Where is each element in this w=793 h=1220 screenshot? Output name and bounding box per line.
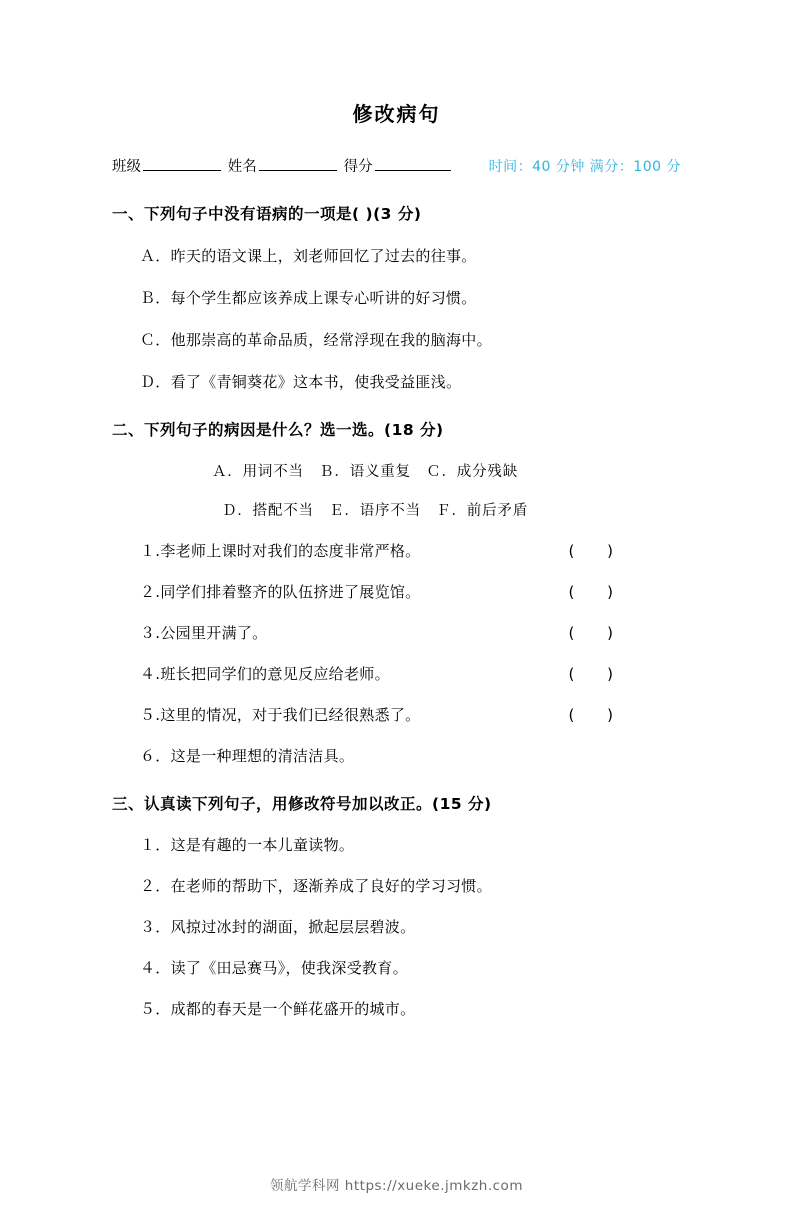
exam-meta: 时间：40 分钟 满分：100 分: [488, 159, 681, 175]
section-1-option-a: Ａ．昨天的语文课上，刘老师回忆了过去的往事。: [140, 247, 477, 265]
section-2-item-3-answer[interactable]: ( ): [568, 624, 627, 642]
section-2-item-4-answer[interactable]: ( ): [568, 665, 627, 683]
class-field: [112, 155, 225, 176]
section-1-option-d: Ｄ．看了《青铜葵花》这本书，使我受益匪浅。: [140, 373, 462, 391]
section-2-item-1: [140, 540, 681, 561]
section-2-item-4-text: ４.班长把同学们的意见反应给老师。: [140, 665, 390, 683]
section-1-option-c: Ｃ．他那崇高的革命品质，经常浮现在我的脑海中。: [140, 331, 492, 349]
section-3-item-2: ２．在老师的帮助下，逐渐养成了良好的学习习惯。: [140, 877, 492, 895]
section-2-item-1-answer[interactable]: ( ): [568, 542, 627, 560]
section-2-option-row-1: Ａ．用词不当 Ｂ．语义重复 Ｃ．成分残缺: [212, 464, 518, 480]
section-1-option-b: Ｂ．每个学生都应该养成上课专心听讲的好习惯。: [140, 289, 477, 307]
section-2-item-6: ６．这是一种理想的清洁洁具。: [140, 747, 355, 765]
section-2-item-1-text: １.李老师上课时对我们的态度非常严格。: [140, 542, 421, 560]
page-title: 修改病句: [352, 102, 441, 126]
section-1-heading: 一、下列句子中没有语病的一项是( )(3 分): [112, 205, 422, 223]
document-page: [0, 98, 793, 1220]
section-3-heading: 三、认真读下列句子，用修改符号加以改正。(15 分): [112, 795, 492, 813]
section-2-item-2: [140, 581, 681, 602]
section-2-item-3: [140, 622, 681, 643]
footer-watermark: 领航学科网 https://xueke.jmkzh.com: [270, 1178, 523, 1194]
section-3-item-1: １．这是有趣的一本儿童读物。: [140, 836, 355, 854]
name-blank[interactable]: [259, 169, 337, 171]
section-2-item-2-answer[interactable]: ( ): [568, 583, 627, 601]
score-blank[interactable]: [375, 169, 451, 171]
student-info-row: [112, 155, 681, 176]
name-label: 姓名: [227, 159, 257, 175]
section-2-option-row-2: Ｄ．搭配不当 Ｅ．语序不当 Ｆ．前后矛盾: [222, 503, 528, 519]
section-2-item-5-text: ５.这里的情况，对于我们已经很熟悉了。: [140, 706, 421, 724]
section-3-item-5: ５．成都的春天是一个鲜花盛开的城市。: [140, 1000, 416, 1018]
score-label: 得分: [343, 159, 373, 175]
class-label: 班级: [112, 159, 141, 175]
class-blank[interactable]: [143, 169, 221, 171]
name-field: [228, 155, 341, 176]
section-2-item-2-text: ２.同学们排着整齐的队伍挤进了展览馆。: [140, 583, 421, 601]
score-field: [344, 155, 455, 176]
section-2-item-5: [140, 704, 681, 725]
section-2-heading: 二、下列句子的病因是什么？选一选。(18 分): [112, 421, 444, 439]
section-2-item-4: [140, 663, 681, 684]
section-2-item-3-text: ３.公园里开满了。: [140, 624, 268, 642]
section-3-item-4: ４．读了《田忌赛马》，使我深受教育。: [140, 959, 408, 977]
section-2-item-5-answer[interactable]: ( ): [568, 706, 627, 724]
section-3-item-3: ３．风掠过冰封的湖面，掀起层层碧波。: [140, 918, 416, 936]
